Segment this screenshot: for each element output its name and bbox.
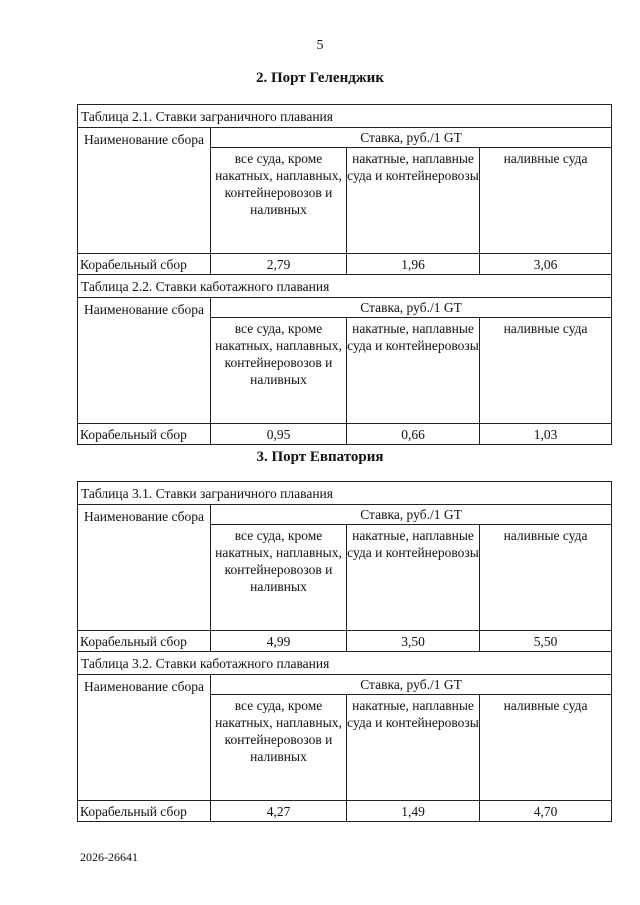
document-code: 2026-26641 — [80, 850, 138, 864]
table-caption: Таблица 2.2. Ставки каботажного плавания — [78, 275, 612, 298]
column-header-roro: накатные, наплавные суда и контейнеровозы — [347, 148, 480, 254]
column-header-general: все суда, кроме накатных, наплавных, контейнеровозов и наливных — [211, 525, 347, 631]
column-header-tankers: наливные суда — [480, 148, 612, 254]
name-header: Наименование сбора — [78, 675, 211, 801]
name-header: Наименование сбора — [78, 298, 211, 424]
row-label: Корабельный сбор — [78, 801, 211, 822]
name-header: Наименование сбора — [78, 505, 211, 631]
row-label: Корабельный сбор — [78, 254, 211, 275]
table-caption: Таблица 3.2. Ставки каботажного плавания — [78, 652, 612, 675]
section-title-evpatoria: 3. Порт Евпатория — [256, 449, 384, 465]
rates-table-2-1 — [77, 104, 612, 445]
rate-header: Ставка, руб./1 GT — [211, 128, 612, 148]
column-header-roro: накатные, наплавные суда и контейнеровозы — [347, 525, 480, 631]
column-header-general: все суда, кроме накатных, наплавных, контейнеровозов и наливных — [211, 695, 347, 801]
column-header-tankers: наливные суда — [480, 525, 612, 631]
value-tankers: 3,06 — [480, 254, 612, 275]
page-number: 5 — [316, 38, 324, 53]
column-header-general: все суда, кроме накатных, наплавных, контейнеровозов и наливных — [211, 318, 347, 424]
rate-header: Ставка, руб./1 GT — [211, 675, 612, 695]
column-header-tankers: наливные суда — [480, 318, 612, 424]
value-roro: 1,49 — [347, 801, 480, 822]
column-header-general: все суда, кроме накатных, наплавных, контейнеровозов и наливных — [211, 148, 347, 254]
row-label: Корабельный сбор — [78, 424, 211, 445]
section-title-gelendzhik: 2. Порт Геленджик — [256, 70, 384, 86]
rate-header: Ставка, руб./1 GT — [211, 505, 612, 525]
row-label: Корабельный сбор — [78, 631, 211, 652]
table-caption: Таблица 3.1. Ставки заграничного плавания — [78, 482, 612, 505]
column-header-roro: накатные, наплавные суда и контейнеровозы — [347, 695, 480, 801]
column-header-roro: накатные, наплавные суда и контейнеровозы — [347, 318, 480, 424]
value-roro: 0,66 — [347, 424, 480, 445]
name-header: Наименование сбора — [78, 128, 211, 254]
value-tankers: 5,50 — [480, 631, 612, 652]
rates-table-3-1 — [77, 481, 612, 822]
rate-header: Ставка, руб./1 GT — [211, 298, 612, 318]
table-caption: Таблица 2.1. Ставки заграничного плавания — [78, 105, 612, 128]
value-general: 4,99 — [211, 631, 347, 652]
value-general: 2,79 — [211, 254, 347, 275]
column-header-tankers: наливные суда — [480, 695, 612, 801]
value-roro: 3,50 — [347, 631, 480, 652]
value-roro: 1,96 — [347, 254, 480, 275]
value-general: 0,95 — [211, 424, 347, 445]
value-general: 4,27 — [211, 801, 347, 822]
value-tankers: 4,70 — [480, 801, 612, 822]
value-tankers: 1,03 — [480, 424, 612, 445]
